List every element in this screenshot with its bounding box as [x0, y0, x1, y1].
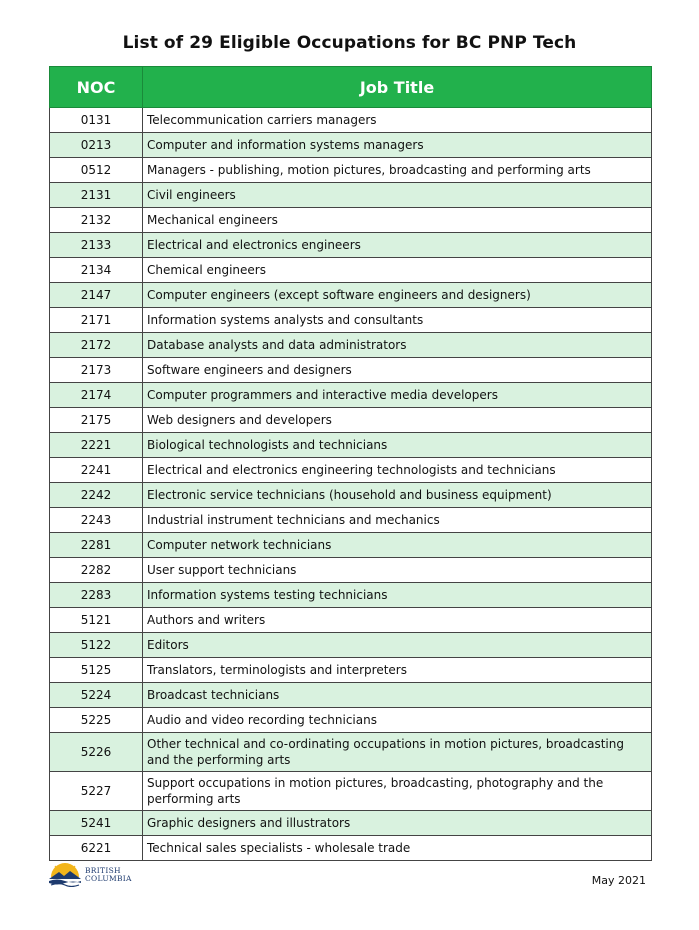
noc-code-cell: 2241: [50, 458, 143, 483]
job-title-cell: Telecommunication carriers managers: [143, 108, 652, 133]
job-title-cell: Industrial instrument technicians and mechanics: [143, 508, 652, 533]
noc-code-cell: 5224: [50, 683, 143, 708]
job-title-cell: Broadcast technicians: [143, 683, 652, 708]
job-title-cell: Database analysts and data administrators: [143, 333, 652, 358]
table-row: [50, 533, 652, 558]
table-row: [50, 208, 652, 233]
noc-code-cell: 2243: [50, 508, 143, 533]
noc-code-cell: 0213: [50, 133, 143, 158]
job-title-cell: Computer programmers and interactive media developers: [143, 383, 652, 408]
table-row: [50, 836, 652, 861]
job-title-cell: Electrical and electronics engineers: [143, 233, 652, 258]
job-title-cell: Civil engineers: [143, 183, 652, 208]
job-title-cell: Graphic designers and illustrators: [143, 811, 652, 836]
table-row: [50, 108, 652, 133]
table-row: [50, 283, 652, 308]
noc-code-cell: 2132: [50, 208, 143, 233]
job-title-cell: Translators, terminologists and interpreters: [143, 658, 652, 683]
job-title-cell: Web designers and developers: [143, 408, 652, 433]
logo-line-columbia: COLUMBIA: [85, 874, 132, 883]
noc-code-cell: 5121: [50, 608, 143, 633]
job-title-cell: Technical sales specialists - wholesale trade: [143, 836, 652, 861]
job-title-cell: Software engineers and designers: [143, 358, 652, 383]
job-title-cell: Computer network technicians: [143, 533, 652, 558]
table-row: [50, 683, 652, 708]
table-row: [50, 772, 652, 811]
table-row: [50, 508, 652, 533]
table-row: [50, 811, 652, 836]
table-row: [50, 133, 652, 158]
job-title-column-header: Job Title: [143, 67, 652, 108]
job-title-cell: Managers - publishing, motion pictures, broadcasting and performing arts: [143, 158, 652, 183]
job-title-cell: Biological technologists and technicians: [143, 433, 652, 458]
table-row: [50, 708, 652, 733]
table-row: [50, 358, 652, 383]
noc-code-cell: 2281: [50, 533, 143, 558]
table-header-row: [50, 67, 652, 108]
noc-code-cell: 2221: [50, 433, 143, 458]
job-title-cell: Chemical engineers: [143, 258, 652, 283]
table-row: [50, 158, 652, 183]
job-title-cell: Audio and video recording technicians: [143, 708, 652, 733]
table-row: [50, 458, 652, 483]
job-title-cell: Electrical and electronics engineering technologists and technicians: [143, 458, 652, 483]
footer-date: May 2021: [591, 874, 646, 887]
job-title-cell: Editors: [143, 633, 652, 658]
job-title-cell: Other technical and co-ordinating occupations in motion pictures, broadcasting and the performing arts: [143, 733, 652, 772]
job-title-cell: Mechanical engineers: [143, 208, 652, 233]
noc-code-cell: 0131: [50, 108, 143, 133]
noc-code-cell: 2134: [50, 258, 143, 283]
noc-code-cell: 5241: [50, 811, 143, 836]
table-row: [50, 483, 652, 508]
job-title-cell: Support occupations in motion pictures, broadcasting, photography and the performing arts: [143, 772, 652, 811]
job-title-cell: Authors and writers: [143, 608, 652, 633]
table-row: [50, 658, 652, 683]
noc-code-cell: 2172: [50, 333, 143, 358]
noc-code-cell: 5225: [50, 708, 143, 733]
table-body: [50, 108, 652, 861]
noc-code-cell: 2131: [50, 183, 143, 208]
table-row: [50, 633, 652, 658]
noc-code-cell: 2282: [50, 558, 143, 583]
bc-logo-wordmark: [85, 867, 132, 883]
logo-line-british: BRITISH: [85, 866, 121, 875]
job-title-cell: Information systems testing technicians: [143, 583, 652, 608]
page-title: List of 29 Eligible Occupations for BC PNP Tech: [122, 33, 577, 53]
noc-code-cell: 2175: [50, 408, 143, 433]
noc-code-cell: 5122: [50, 633, 143, 658]
table-row: [50, 733, 652, 772]
occupations-table: [49, 66, 652, 861]
noc-code-cell: 0512: [50, 158, 143, 183]
noc-code-cell: 5227: [50, 772, 143, 811]
noc-code-cell: 5125: [50, 658, 143, 683]
bc-logo: [47, 862, 132, 888]
job-title-cell: User support technicians: [143, 558, 652, 583]
table-row: [50, 183, 652, 208]
table-row: [50, 258, 652, 283]
job-title-cell: Computer engineers (except software engineers and designers): [143, 283, 652, 308]
bc-sun-mountain-icon: [47, 863, 83, 887]
noc-column-header: NOC: [50, 67, 143, 108]
table-row: [50, 433, 652, 458]
job-title-cell: Information systems analysts and consultants: [143, 308, 652, 333]
table-row: [50, 233, 652, 258]
noc-code-cell: 2242: [50, 483, 143, 508]
table-row: [50, 583, 652, 608]
table-row: [50, 558, 652, 583]
table-row: [50, 408, 652, 433]
noc-code-cell: 5226: [50, 733, 143, 772]
table-row: [50, 308, 652, 333]
job-title-cell: Electronic service technicians (household and business equipment): [143, 483, 652, 508]
noc-code-cell: 2173: [50, 358, 143, 383]
noc-code-cell: 2283: [50, 583, 143, 608]
noc-code-cell: 2171: [50, 308, 143, 333]
table-row: [50, 383, 652, 408]
table-row: [50, 608, 652, 633]
noc-code-cell: 2147: [50, 283, 143, 308]
noc-code-cell: 6221: [50, 836, 143, 861]
job-title-cell: Computer and information systems managers: [143, 133, 652, 158]
noc-code-cell: 2174: [50, 383, 143, 408]
noc-code-cell: 2133: [50, 233, 143, 258]
table-row: [50, 333, 652, 358]
